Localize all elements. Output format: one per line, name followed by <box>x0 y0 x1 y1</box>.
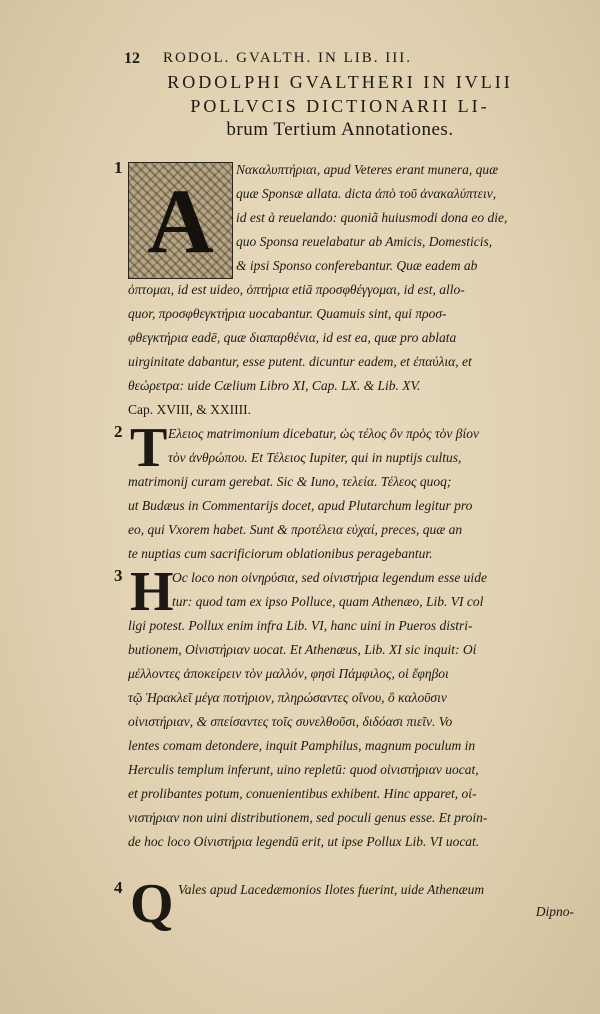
text-line: οἰνιστήριαν, & σπείσαντες τοῖς συνελθοῦσι, διδόασι πιεῖν. Vo <box>128 714 453 729</box>
text-line: φθεγκτήρια eadē, quæ διαπαρθένια, id est ea, quæ pro ablata <box>128 330 457 345</box>
text-line <box>128 854 574 878</box>
text-line: de hoc loco Οἰνιστήρια legendū erit, ut ipse Pollux Lib. VI uocat. <box>128 834 480 849</box>
text-line: θεώρετρα: uide Cælium Libro XI, Cap. LX. & Lib. XV. <box>128 378 421 393</box>
initial-letter: H <box>130 561 174 623</box>
catchword: Dipno- <box>535 904 574 919</box>
text-line: eo, qui Vxorem habet. Sunt & προτέλεια εὐχαί, preces, quæ an <box>128 522 463 537</box>
initial-letter: Q <box>130 873 174 935</box>
section-title <box>110 70 570 142</box>
text-line: quo Sponsa reuelabatur ab Amicis, Domesticis, <box>236 234 493 249</box>
text-line: Oc loco non οἰνηρύσια, sed οἰνιστήρια legendum esse uide <box>172 570 487 585</box>
entry-number: 3 <box>114 566 123 585</box>
text-line: Herculis templum inferunt, uino repletū: quod οἰνιστήριαν uocat, <box>128 762 479 777</box>
title-line: RODOLPHI GVALTHERI IN IVLII <box>167 72 513 92</box>
text-line: butionem, Οἰνιστήριαν uocat. Et Athenæus, Lib. XI sic inquit: Οἱ <box>128 642 477 657</box>
text-line: quor, προσφθεγκτήρια uocabantur. Quamuis sint, qui προσ- <box>128 306 447 321</box>
text-line: μέλλοντες ἀποκείρειν τὸν μαλλόν, φησὶ Πάμφιλος, οἱ ἔφηβοι <box>128 666 449 681</box>
title-line: POLLVCIS DICTIONARII LI- <box>190 96 490 116</box>
title-line: brum Tertium Annotationes. <box>226 119 454 140</box>
text-line: te nuptias cum sacrificiorum oblationibus peragebantur. <box>128 546 433 561</box>
entry-number: 4 <box>114 878 123 897</box>
text-line: ligi potest. Pollux enim infra Lib. VI, hanc uini in Pueros distri- <box>128 618 473 633</box>
text-line: et prolibantes potum, conuenientibus exhibent. Hinc apparet, οἰ- <box>128 786 477 801</box>
text-line: uirginitate dabantur, esse putent. dicuntur eadem, et ἐπαύλια, et <box>128 354 472 369</box>
annotation-entry-2 <box>114 417 574 566</box>
decorated-initial <box>128 162 233 279</box>
text-line: τῷ Ἡρακλεῖ μέγα ποτήριον, πληρώσαντες οἴνου, ὃ καλοῦσιν <box>128 690 447 705</box>
text-line: Cap. XVIII, & XXIIII. <box>128 402 251 417</box>
page-header <box>0 36 600 68</box>
text-line: νιστήριαν non uini distributionem, sed poculi genus esse. Et proin- <box>128 810 488 825</box>
annotations-body <box>114 158 574 935</box>
text-line: id est à reuelando: quoniã huiusmodi dona eo die, <box>236 210 508 225</box>
entry-number: 2 <box>114 422 123 441</box>
text-line: matrimonij curam gerebat. Sic & Iuno, τελεία. Τέλεος quoq; <box>128 474 452 489</box>
initial-letter: T <box>130 417 168 479</box>
entry-number: 1 <box>114 158 123 177</box>
running-head: RODOL. GVALTH. IN LIB. III. <box>163 50 412 66</box>
annotation-entry-3 <box>114 561 574 878</box>
initial-letter: A <box>147 169 214 272</box>
page-number: 12 <box>124 50 140 67</box>
text-line: τὸν ἀνθρώπου. Et Τέλειος Iupiter, qui in nuptijs cultus, <box>168 450 462 465</box>
text-line: ut Budæus in Commentarijs docet, apud Plutarchum legitur pro <box>128 498 473 513</box>
text-line: Νακαλυπτήριαι, apud Veteres erant munera, quæ <box>236 162 499 177</box>
text-line: & ipsi Sponso conferebantur. Quæ eadem ab <box>236 258 478 273</box>
text-line: Ελειος matrimonium dicebatur, ὡς τέλος ὂν πρὸς τὸν βίον <box>168 426 480 441</box>
text-line: Vales apud Lacedæmonios Ilotes fuerint, uide Athenæum <box>178 882 485 897</box>
text-line: tur: quod tam ex ipso Polluce, quam Athenæo, Lib. VI col <box>172 594 484 609</box>
text-line: quæ Sponsæ allata. dicta ἀπὸ τοῦ ἀνακαλύπτειν, <box>236 186 497 201</box>
annotation-entry-1 <box>114 158 574 422</box>
annotation-entry-4 <box>114 873 574 935</box>
text-line: lentes comam detondere, inquit Pamphilus, magnum poculum in <box>128 738 476 753</box>
text-line: ὀπτομαι, id est uideo, ὀπτήρια etiā προσφθέγγομαι, id est, allo- <box>128 282 465 297</box>
